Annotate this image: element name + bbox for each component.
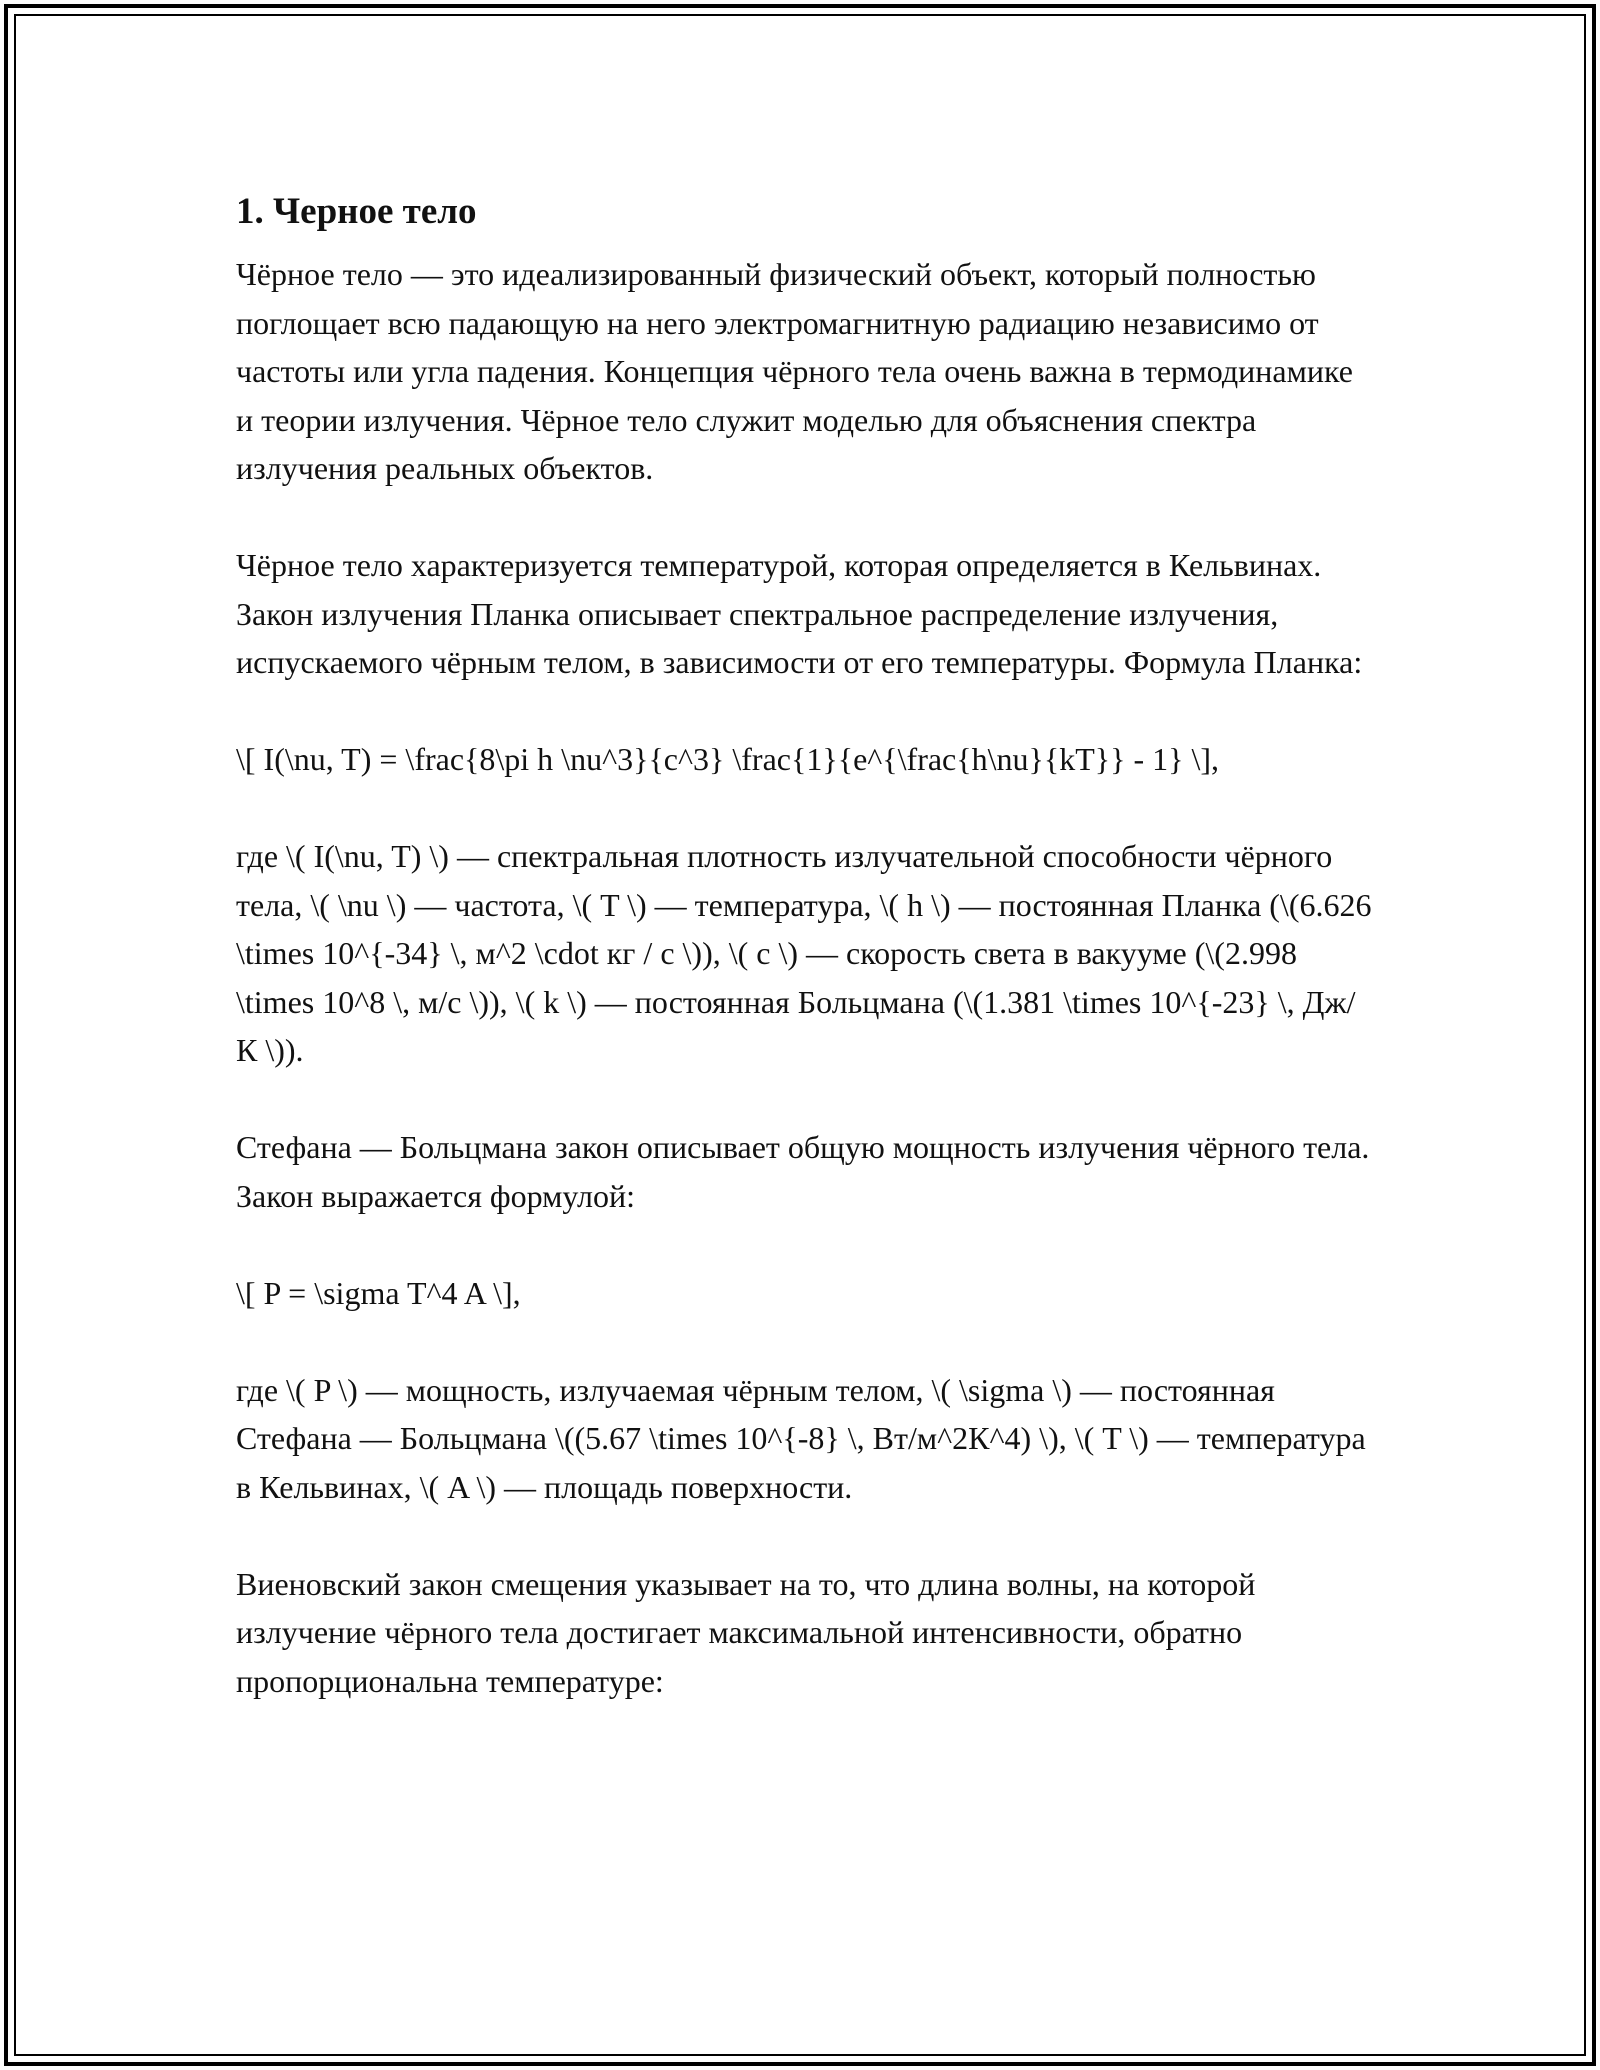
paragraph-stefan-boltzmann-terms: где \( P \) — мощность, излучаемая чёрным телом, \( \sigma \) — постоянная Стефана — Больцмана \((5.67 \times 10^{-8} \, Вт/м^2К^4) \), \( T \) — температура в Кельвинах, \( A \) — площадь поверхности. [236, 1371, 1366, 1505]
paragraph-definition: Чёрное тело — это идеализированный физический объект, который полностью поглощает всю падающую на него электромагнитную радиацию независимо от частоты или угла падения. Концепция чёрного тела очень важна в термодинамике и теории излучения. Чёрное тело служит моделью для объяснения спектра излучения реальных объектов. [236, 256, 1353, 486]
formula-stefan-boltzmann: \[ P = \sigma T^4 A \], [236, 1274, 521, 1311]
document-body [236, 186, 1376, 1754]
paragraph-planck-intro: Чёрное тело характеризуется температурой, которая определяется в Кельвинах. Закон излучения Планка описывает спектральное распределение излучения, испускаемого чёрным телом, в зависимости от его температуры. Формула Планка: [236, 547, 1363, 680]
paragraph-stefan-boltzmann-intro: Стефана — Больцмана закон описывает общую мощность излучения чёрного тела. Закон выражается формулой: [236, 1129, 1370, 1214]
paragraph-wien-intro: Виеновский закон смещения указывает на то, что длина волны, на которой излучение чёрного тела достигает максимальной интенсивности, обратно пропорциональна температуре: [236, 1565, 1256, 1699]
formula-planck: \[ I(\nu, T) = \frac{8\pi h \nu^3}{c^3} \frac{1}{e^{\frac{h\nu}{kT}} - 1} \], [236, 741, 1220, 777]
paragraph-planck-terms: где \( I(\nu, T) \) — спектральная плотность излучательной способности чёрного тела, \( \nu \) — частота, \( T \) — температура, \( h \) — постоянная Планка (\(6.626 \times 10^{-34} \, м^2 \cdot кг / с \)), \( c \) — скорость света в вакууме (\(2.998 \times 10^8 \, м/с \)), \( k \) — постоянная Больцмана (\(1.381 \times 10^{-23} \, Дж/К \)). [236, 838, 1372, 1068]
section-heading: 1. Черное тело [236, 191, 477, 232]
